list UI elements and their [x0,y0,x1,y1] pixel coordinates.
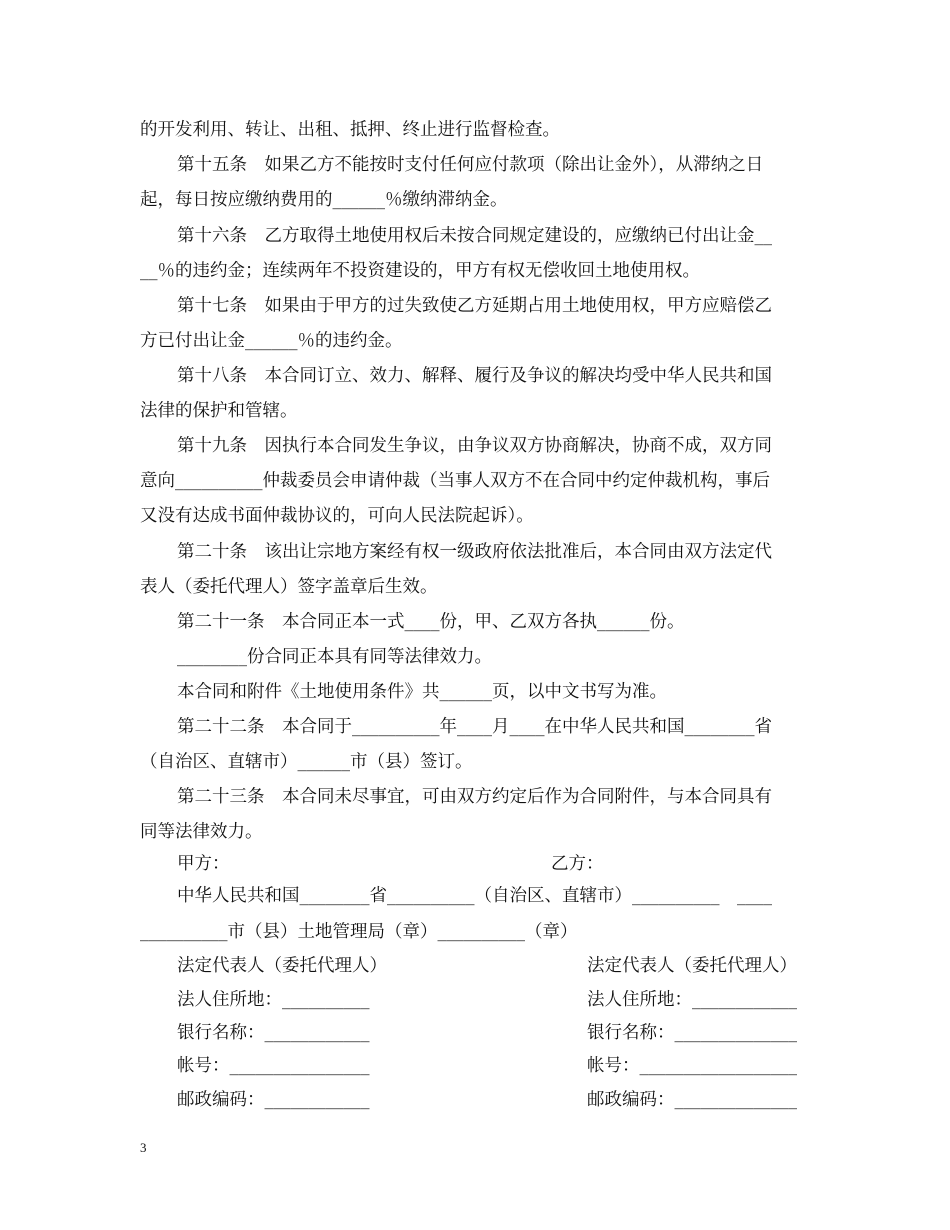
right-field: 帐号：__________________ [587,1056,797,1076]
article-21-line: 第二十一条 本合同正本一式____份，甲、乙双方各执______份。 [177,612,685,632]
left-field: 帐号：________________ [177,1056,370,1076]
signature-line: __________市（县）土地管理局（章）__________（章） [140,922,578,942]
article-16-line: 第十六条 乙方取得土地使用权后未按合同规定建设的，应缴纳已付出让金__ [177,226,772,246]
right-field: 银行名称：______________ [587,1023,797,1043]
paragraph-line: 方已付出让金______％的违约金。 [140,331,403,351]
right-field: 法定代表人（委托代理人） [587,956,797,976]
left-field: 法人住所地：__________ [177,990,370,1010]
paragraph-line: 又没有达成书面仲裁协议的，可向人民法院起诉）。 [140,506,534,526]
article-23-line: 第二十三条 本合同未尽事宜，可由双方约定后作为合同附件，与本合同具有 [177,787,772,807]
signature-line: 中华人民共和国________省__________（自治区、直辖市）__________ ____ [177,886,772,906]
paragraph-line: 本合同和附件《土地使用条件》共______页，以中文书写为准。 [177,682,667,702]
article-18-line: 第十八条 本合同订立、效力、解释、履行及争议的解决均受中华人民共和国 [177,366,772,386]
paragraph-line: ________份合同正本具有同等法律效力。 [177,647,492,667]
paragraph-line: 同等法律效力。 [140,822,263,842]
page-number: 3 [140,1140,147,1155]
article-17-line: 第十七条 如果由于甲方的过失致使乙方延期占用土地使用权，甲方应赔偿乙 [177,296,772,316]
paragraph-line: __％的违约金；连续两年不投资建设的，甲方有权无偿收回土地使用权。 [140,261,700,281]
article-20-line: 第二十条 该出让宗地方案经有权一级政府依法批准后，本合同由双方法定代 [177,542,772,562]
party-a-label: 甲方： [177,854,230,874]
left-field: 银行名称：____________ [177,1023,370,1043]
paragraph-line: （自治区、直辖市）______市（县）签订。 [140,752,473,772]
left-field: 法定代表人（委托代理人） [177,956,387,976]
paragraph-line: 的开发利用、转让、出租、抵押、终止进行监督检查。 [140,120,560,140]
paragraph-line: 法律的保护和管辖。 [140,401,298,421]
left-field: 邮政编码：____________ [177,1090,370,1110]
article-22-line: 第二十二条 本合同于__________年____月____在中华人民共和国________省 [177,717,772,737]
article-15-line: 第十五条 如果乙方不能按时支付任何应付款项（除出让金外），从滞纳之日 [177,155,764,175]
right-field: 邮政编码：______________ [587,1090,797,1110]
party-b-label: 乙方： [551,854,604,874]
article-19-line: 第十九条 因执行本合同发生争议，由争议双方协商解决，协商不成，双方同 [177,436,772,456]
right-field: 法人住所地：____________ [587,990,797,1010]
paragraph-line: 起，每日按应缴纳费用的______％缴纳滞纳金。 [140,190,508,210]
paragraph-line: 表人（委托代理人）签字盖章后生效。 [140,577,438,597]
paragraph-line: 意向__________仲裁委员会申请仲裁（当事人双方不在合同中约定仲裁机构，事后 [140,471,770,491]
